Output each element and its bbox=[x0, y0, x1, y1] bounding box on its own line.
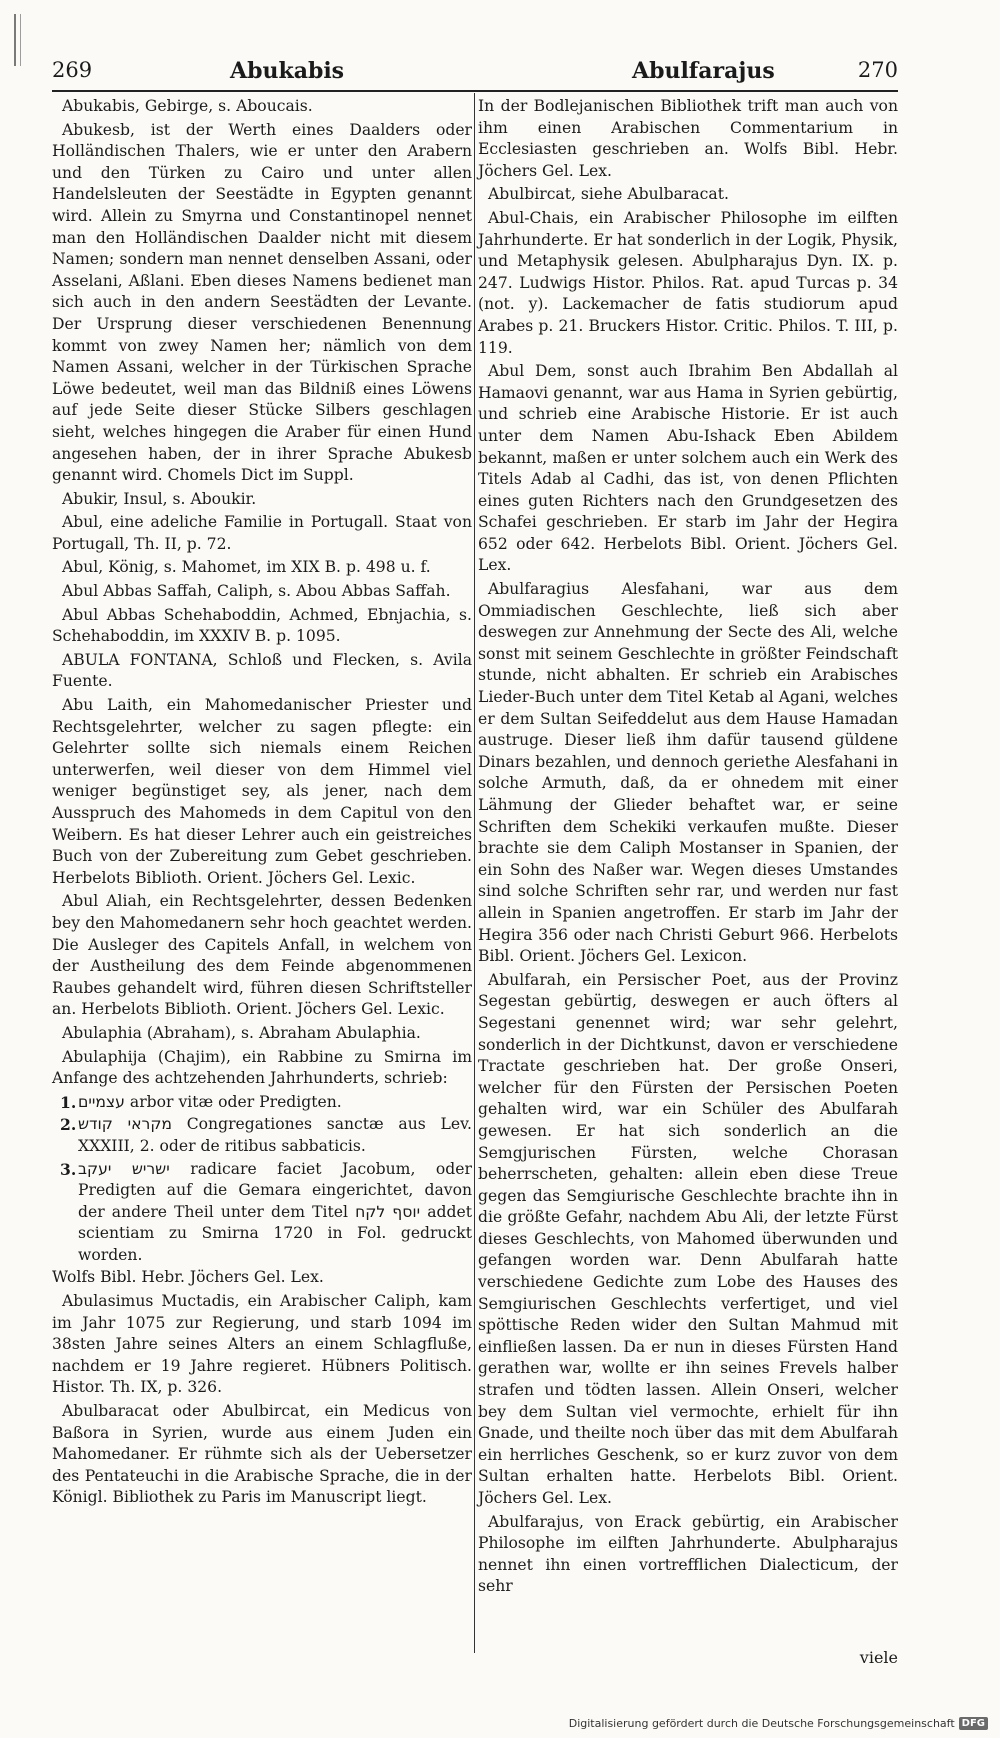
entry: Abulbircat, siehe Abulbaracat. bbox=[488, 185, 729, 204]
entry: Abulbaracat oder Abulbircat, ein Medicus von Baßora in Syrien, wurde aus einem Juden ein Mahomedaner. Er rühmte sich als der Uebersetzer des Pentateuchi in die Arabische Sprache, die in der Königl. Bibliothek zu Paris im Manuscript liegt. bbox=[52, 1402, 472, 1507]
list-item bbox=[52, 1114, 472, 1157]
entry: Abukir, Insul, s. Aboukir. bbox=[62, 489, 257, 508]
item-number: 1. bbox=[60, 1092, 77, 1112]
digitization-footer bbox=[569, 1717, 988, 1730]
entry: Abulfaragius Alesfahani, war aus dem Ommiadischen Geschlechte, ließ sich aber deswegen zur Annehmung der Secte des Ali, welche sonst mit seinem Geschlechte in größter Feindschaft stunde, nicht abhalten. Er schrieb ein Arabisches Lieder-Buch unter dem Titel Ketab al Agani, welches er dem Sultan Seifeddelut aus dem Hause Hamadan austruge. Dieser ließ ihm dafür tausend güldene Dinars bezahlen, und dennoch geriethe Alesfahani in solche Armuth, daß, da er ohnedem mit einer Lähmung der Glieder behaftet war, er seine Schriften dem Schekiki verkaufen mußte. Dieser brachte sie dem Caliph Mostanser in Spanien, der ein Sohn des Naßer war. Wegen dieses Umstandes sind solche Schriften sehr rar, und werden nur fast allein in Spanien angetroffen. Er starb im Jahr der Hegira 356 oder nach Christi Geburt 966. Herbelots Bibl. Orient. Jöchers Gel. Lexicon. bbox=[478, 580, 898, 966]
running-headword-right: Abulfarajus bbox=[632, 58, 775, 84]
hebrew-title: ישריש יעקב bbox=[78, 1159, 170, 1178]
entry: Abukabis, Gebirge, s. Aboucais. bbox=[62, 97, 313, 115]
entry: Abul-Chais, ein Arabischer Philosophe im eilften Jahrhunderte. Er hat sonderlich in der Logik, Physik, und Metaphysik gelesen. Abulpharajus Dyn. IX. p. 247. Ludwigs Histor. Philos. Rat. apud Turcas p. 34 (not. y). Lackemacher de fatis studiorum apud Arabes p. 21. Bruckers Histor. Critic. Philos. T. III, p. 119. bbox=[478, 208, 898, 357]
entry: Abulasimus Muctadis, ein Arabischer Caliph, kam im Jahr 1075 zur Regierung, und starb 1094 im 38sten Jahre seines Alters an einem Schlagfluße, nachdem er 19 Jahre regieret. Hübners Politisch. Histor. Th. IX, p. 326. bbox=[52, 1292, 472, 1397]
page-number-right: 270 bbox=[857, 58, 898, 82]
entry: Abulaphia (Abraham), s. Abraham Abulaphia. bbox=[62, 1023, 421, 1042]
entry: Abul, eine adeliche Familie in Portugall. Staat von Portugall, Th. II, p. 72. bbox=[52, 513, 472, 553]
item-text-2: addet scientiam zu Smirna 1720 in Fol. gedruckt worden. bbox=[78, 1202, 472, 1264]
item-number: 2. bbox=[60, 1115, 77, 1135]
hebrew-title-2: יוסף לקח bbox=[355, 1202, 421, 1221]
entry: ABULA FONTANA, Schloß und Flecken, s. Avila Fuente. bbox=[52, 650, 472, 691]
list-item bbox=[52, 1159, 472, 1267]
column-divider bbox=[474, 93, 475, 1653]
entry: Abulfarajus, von Erack gebürtig, ein Arabischer Philosophe im eilften Jahrhunderte. Abulpharajus nennet ihn einen vortrefflichen Dialecticum, der sehr bbox=[478, 1512, 898, 1596]
entry: Abu Laith, ein Mahomedanischer Priester und Rechtsgelehrter, welcher zu sagen pflegte: ein Gelehrter sollte sich niemals einem Reichen unterwerfen, weil dieser von dem Himmel viel weniger begünstiget sey, als jener, nach dem Ausspruch des Mahomeds in dem Capitul von den Weibern. Es hat dieser Lehrer auch ein geistreiches Buch von der Zubereitung zum Gebet geschrieben. Herbelots Biblioth. Orient. Jöchers Gel. Lexic. bbox=[52, 696, 472, 887]
hebrew-title: מקראי קודש bbox=[78, 1115, 172, 1134]
works-list bbox=[52, 1092, 472, 1267]
entry: Abul Abbas Schehaboddin, Achmed, Ebnjachia, s. Schehaboddin, im XXXIV B. p. 1095. bbox=[52, 605, 472, 646]
footer-text: Digitalisierung gefördert durch die Deutsche Forschungsgemeinschaft bbox=[568, 1717, 955, 1730]
page-number-left: 269 bbox=[52, 58, 93, 82]
entry: Abulfarah, ein Persischer Poet, aus der Provinz Segestan gebürtig, deswegen er auch öfters al Segestani genennet wird; war sehr gelehrt, sonderlich in der Dichtkunst, davon er verschiedene Tractate geschrieben hat. Der große Onseri, welcher für den Fürsten der Persischen Poeten gehalten wird, war ein Schüler des Abulfarah gewesen. Er hat sich sonderlich an die Semgjurischen Fürsten, welche Chorasan beherrscheten, gehalten: allein eben diese Treue gegen das Semgiurische Geschlechte brachte ihn in die größte Gefahr, nachdem Abu Ali, der letzte Fürst dieses Geschlechts, von Mahomed überwunden und gefangen worden war. Denn Abulfarah hatte verschiedene Gedichte zum Lobe des Hauses des Semgiurischen Geschlechts verfertiget, und viel spöttische Reden wider den Sultan Mahmud mit einfließen lassen. Da er nun in dieses Fürsten Hand gerathen war, wollte er ihn seines Frevels halber strafen und tödten lassen. Allein Onseri, welcher bey dem Sultan viel vermochte, erhielt für ihn Gnade, und theilte noch über das mit dem Abulfarah ein herrliches Geschenk, so er kurz zuvor von dem Sultan erhalten hatte. Herbelots Bibl. Orient. Jöchers Gel. Lex. bbox=[478, 970, 898, 1507]
entry: Abulaphija (Chajim), ein Rabbine zu Smirna im Anfange des achtzehenden Jahrhunderts, schrieb: bbox=[52, 1047, 472, 1088]
entry: In der Bodlejanischen Bibliothek trift man auch von ihm einen Arabischen Commentarium in Ecclesiasten geschrieben an. Wolfs Bibl. Hebr. Jöchers Gel. Lex. bbox=[478, 97, 898, 180]
entry: Abukesb, ist der Werth eines Daalders oder Holländischen Thalers, wie er unter den Arabern und den Türken zu Cairo und unter allen Handelsleuten der Seestädte in Egypten genannt wird. Allein zu Smyrna und Constantinopel nennet man den Holländischen Daalder nicht mit diesem Namen; sondern man nennet denselben Assani, oder Asselani, Aßlani. Eben dieses Namens bedienet man sich auch in den andern Seestädten der Levante. Der Ursprung dieser verschiedenen Benennung kommt von zwey Namen her; nämlich von dem Namen Assani, welcher in der Türkischen Sprache Löwe bedeutet, weil man das Bildniß eines Löwens auf jede Seite dieser Stücke Silbers geschlagen sieht, welches hingegen die Araber für einen Hund angesehen haben, der in ihrer Sprache Abukesb genannt wird. Chomels Dict im Suppl. bbox=[52, 120, 472, 485]
hebrew-title: עצמיים bbox=[78, 1092, 125, 1111]
item-number: 3. bbox=[60, 1159, 77, 1179]
header-rule bbox=[52, 90, 898, 92]
dfg-logo: DFG bbox=[959, 1717, 988, 1730]
item-text: radicare faciet Jacobum, oder Predigten auf die Gemara eingerichtet, davon der andere Theil unter dem Titel bbox=[78, 1159, 472, 1221]
entry: Abul, König, s. Mahomet, im XIX B. p. 498 u. f. bbox=[62, 558, 431, 577]
item-text: Congregationes sanctæ aus Lev. XXXIII, 2. oder de ritibus sabbaticis. bbox=[78, 1115, 473, 1155]
right-column bbox=[478, 96, 898, 1600]
entry: Wolfs Bibl. Hebr. Jöchers Gel. Lex. bbox=[52, 1268, 324, 1287]
list-item bbox=[52, 1092, 472, 1114]
catchword: viele bbox=[859, 1648, 898, 1667]
entry: Abul Abbas Saffah, Caliph, s. Abou Abbas Saffah. bbox=[62, 582, 451, 601]
item-text: arbor vitæ oder Predigten. bbox=[129, 1092, 342, 1111]
running-headword-left: Abukabis bbox=[230, 58, 345, 84]
entry: Abul Aliah, ein Rechtsgelehrter, dessen Bedenken bey den Mahomedanern sehr hoch geachtet werden. Die Ausleger des Capitels Anfall, in welchem von der Austheilung des dem Feinde abgenommenen Raubes gehandelt wird, führen diesen Schriftsteller an. Herbelots Biblioth. Orient. Jöchers Gel. Lexic. bbox=[52, 892, 472, 1019]
page-header bbox=[52, 58, 898, 88]
scan-edge-marks bbox=[14, 14, 21, 66]
left-column bbox=[52, 96, 472, 1511]
entry: Abul Dem, sonst auch Ibrahim Ben Abdallah al Hamaovi genannt, war aus Hama in Syrien gebürtig, und schrieb eine Arabische Historie. Er ist auch unter dem Namen Abu-Ishack Eben Abildem bekannt, maßen er unter solchem auch ein Werk des Titels Adab al Cadhi, das ist, von denen Pflichten eines guten Richters nach den Grundgesetzen des Schafei geschrieben. Er starb im Jahr der Hegira 652 oder 642. Herbelots Bibl. Orient. Jöchers Gel. Lex. bbox=[478, 362, 898, 575]
